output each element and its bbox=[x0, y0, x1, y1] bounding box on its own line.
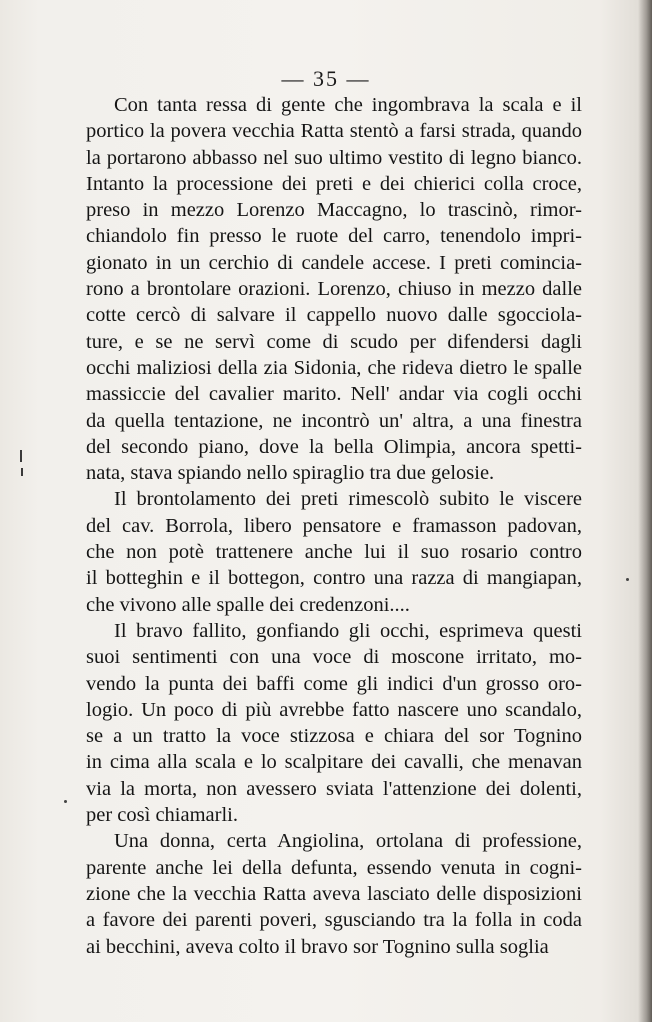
text-line: parente anche lei della defunta, essendo venuta in cogni- bbox=[86, 856, 582, 879]
text-line: che non potè trattenere anche lui il suo rosario contro bbox=[86, 541, 582, 564]
text-line: preso in mezzo Lorenzo Maccagno, lo trascinò, rimor- bbox=[86, 199, 582, 222]
text-line: del secondo piano, dove la bella Olimpia, ancora spetti- bbox=[86, 435, 582, 458]
text-line: la portarono abbasso nel suo ultimo vestito di legno bianco. bbox=[86, 146, 582, 169]
text-line: zione che la vecchia Ratta aveva lasciato delle disposizioni bbox=[86, 882, 582, 905]
text-line: occhi maliziosi della zia Sidonia, che rideva dietro le spalle bbox=[86, 356, 582, 379]
text-line: Con tanta ressa di gente che ingombrava la scala e il bbox=[114, 94, 582, 116]
text-line: ture, e se ne servì come di scudo per difendersi dagli bbox=[86, 330, 582, 353]
text-line: logio. Un poco di più avrebbe fatto nascere uno scandalo, bbox=[86, 698, 582, 721]
text-line: il botteghin e il bottegon, contro una razza di mangiapan, bbox=[86, 567, 582, 590]
paragraph bbox=[86, 92, 582, 486]
stray-dot bbox=[626, 578, 629, 581]
body-text bbox=[86, 92, 582, 960]
text-line: del cav. Borrola, libero pensatore e framasson padovan, bbox=[86, 514, 582, 537]
text-line: da quella tentazione, ne incontrò un' altra, a una finestra bbox=[86, 409, 582, 432]
text-line: gionato in un cerchio di candele accese. I preti comincia- bbox=[86, 251, 582, 274]
text-line: a favore dei parenti poveri, sgusciando tra la folla in coda bbox=[86, 909, 582, 932]
margin-mark bbox=[20, 450, 22, 462]
text-line: per così chiamarli. bbox=[86, 804, 238, 827]
text-line: cotte cercò di salvare il cappello nuovo dalle sgocciola- bbox=[86, 304, 582, 327]
text-line: suoi sentimenti con una voce di moscone irritato, mo- bbox=[86, 646, 582, 669]
text-line: massiccie del cavalier marito. Nell' andar via cogli occhi bbox=[86, 383, 582, 406]
paragraph bbox=[86, 486, 582, 617]
text-line: Il bravo fallito, gonfiando gli occhi, esprimeva questi bbox=[114, 619, 582, 642]
margin-mark bbox=[21, 468, 23, 476]
text-line: Intanto la processione dei preti e dei chierici colla croce, bbox=[86, 172, 582, 195]
text-line: Il brontolamento dei preti rimescolò subito le viscere bbox=[114, 488, 582, 511]
text-line: vendo la punta dei baffi come gli indici d'un grosso oro- bbox=[86, 672, 582, 695]
stray-dot bbox=[64, 800, 67, 803]
text-line: chiandolo fin presso le ruote del carro, tenendolo impri- bbox=[86, 225, 582, 248]
page-number: — 35 — bbox=[281, 66, 371, 91]
text-line: che vivono alle spalle dei credenzoni.... bbox=[86, 593, 410, 616]
text-line: rono a brontolare orazioni. Lorenzo, chiuso in mezzo dalle bbox=[86, 278, 582, 301]
page-edge-shadow bbox=[638, 0, 652, 1022]
text-line: ai becchini, aveva colto il bravo sor Tognino sulla soglia bbox=[86, 935, 549, 958]
text-line: nata, stava spiando nello spiraglio tra due gelosie. bbox=[86, 462, 495, 485]
text-line: portico la povera vecchia Ratta stentò a farsi strada, quando bbox=[86, 120, 582, 143]
text-line: via la morta, non avessero sviata l'attenzione dei dolenti, bbox=[86, 777, 582, 800]
paragraph bbox=[86, 828, 582, 959]
text-line: in cima alla scala e lo scalpitare dei cavalli, che menavan bbox=[86, 751, 582, 774]
paragraph bbox=[86, 618, 582, 828]
text-line: se a un tratto la voce stizzosa e chiara del sor Tognino bbox=[86, 725, 582, 748]
text-line: Una donna, certa Angiolina, ortolana di professione, bbox=[114, 830, 582, 853]
